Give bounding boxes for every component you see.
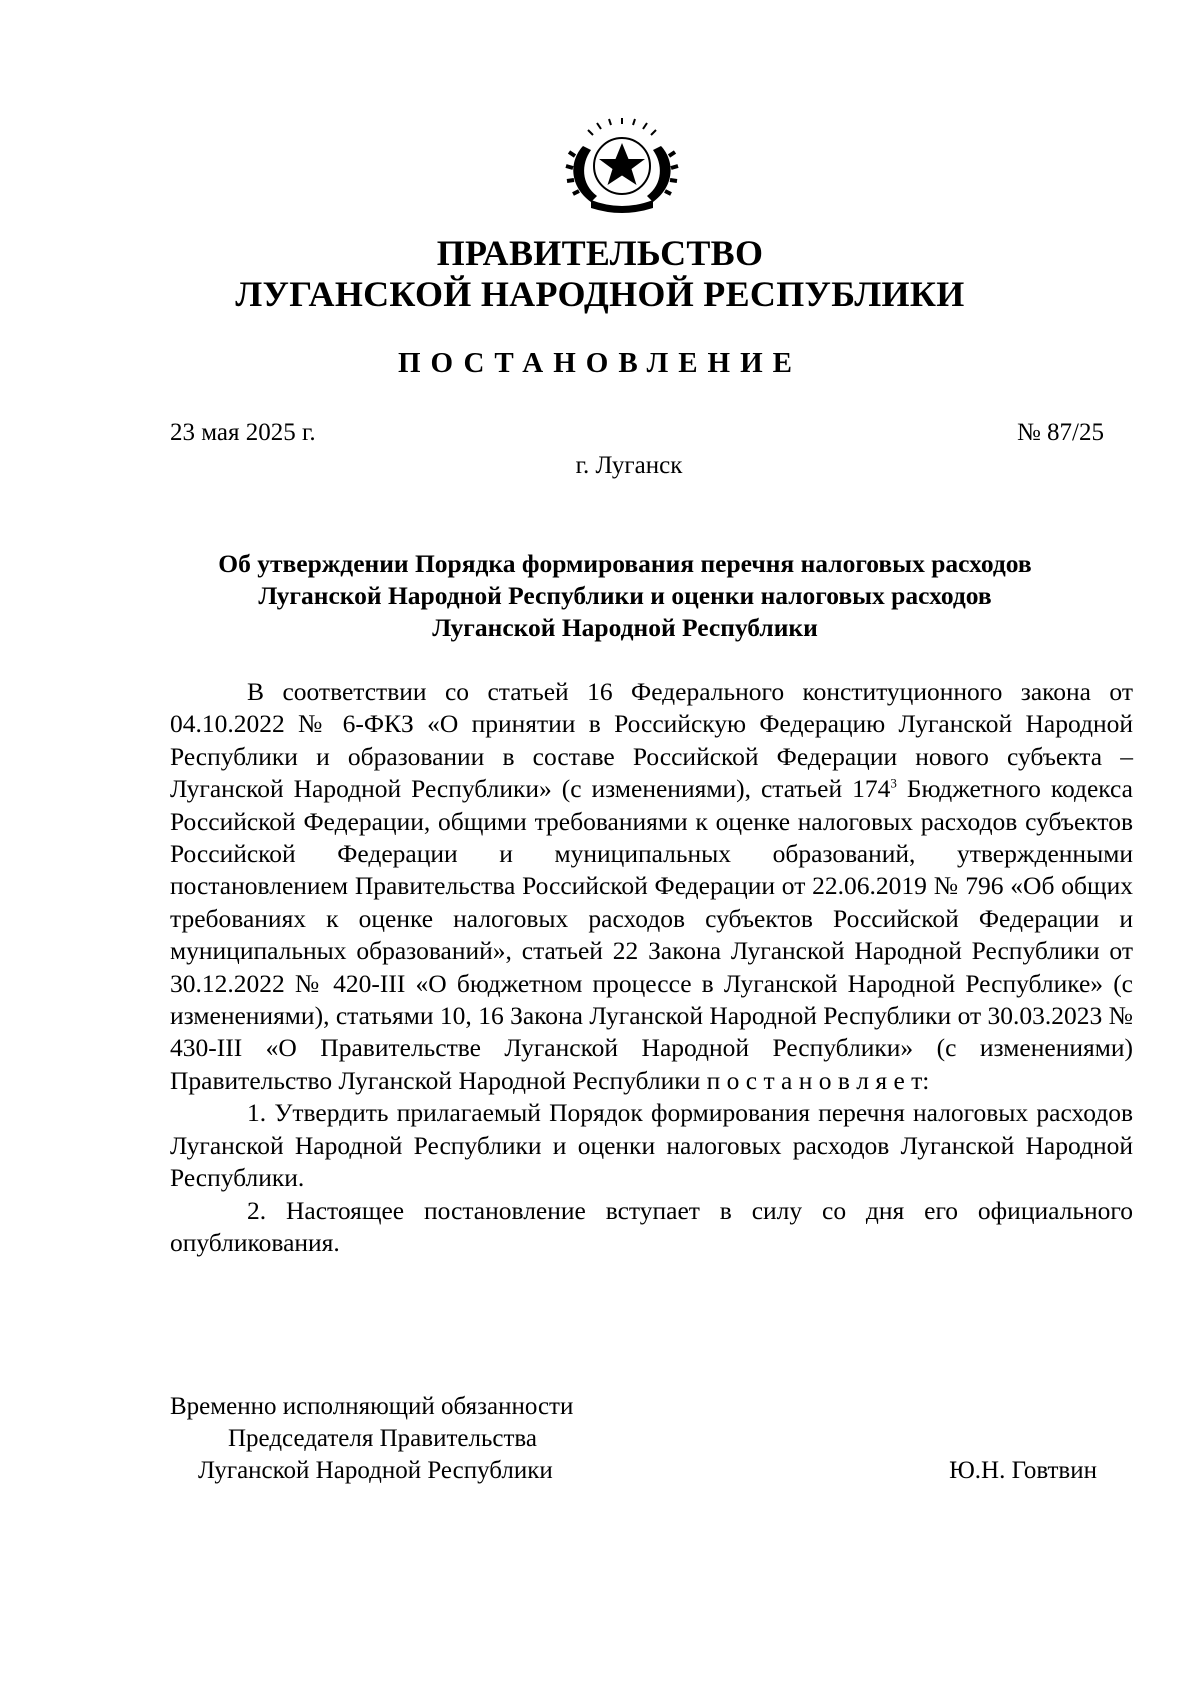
item-2: 2. Настоящее постановление вступает в силу со дня его официального опубликования. <box>170 1195 1133 1257</box>
coat-of-arms-icon <box>561 116 683 216</box>
signatory-position-line3: Луганской Народной Республики <box>198 1457 553 1484</box>
document-body <box>170 676 1133 1259</box>
document-city: г. Луганск <box>575 452 683 479</box>
document-number: № 87/25 <box>1016 419 1104 446</box>
preamble-superscript: 3 <box>890 775 897 791</box>
preamble-paragraph <box>170 676 1133 1097</box>
heading-line3: Луганской Народной Республики <box>432 613 818 642</box>
heading-line1: Об утверждении Порядка формирования перечня налоговых расходов <box>218 549 1032 578</box>
resolves-word: п о с т а н о в л я е т: <box>706 1065 930 1095</box>
document-date: 23 мая 2025 г. <box>170 419 316 446</box>
government-title-line2: ЛУГАНСКОЙ НАРОДНОЙ РЕСПУБЛИКИ <box>235 274 965 314</box>
government-title-line1: ПРАВИТЕЛЬСТВО <box>436 233 764 273</box>
signatory-position-line2: Председателя Правительства <box>228 1425 537 1452</box>
preamble-text-b: Бюджетного кодекса Российской Федерации, общими требованиями к оценке налоговых расходов субъектов Российской Федерации и муниципальных образований, утвержденными постановлением Правительства Российской Федерации от 22.06.2019 № 796 «Об общих требованиях к оценке налоговых расходов субъектов Российской Федерации и муниципальных образований», статьей 22 Закона Луганской Народной Республики от 30.12.2022 № 420-III «О бюджетном процессе в Луганской Народной Республике» (с изменениями), статьями 10, 16 Закона Луганской Народной Республики от 30.03.2023 № 430-III «О Правительстве Луганской Народной Республики» (с изменениями) Правительство Луганской Народной Республики <box>170 774 1133 1095</box>
signatory-position-line1: Временно исполняющий обязанности <box>170 1393 574 1420</box>
preamble-text-a: В соответствии со статьей 16 Федерального конституционного закона от 04.10.2022 № 6-ФКЗ «О принятии в Российскую Федерацию Луганской Народной Республики и образовании в составе Российской Федерации нового субъекта – Луганской Народной Республики» (с изменениями), статьей 174 <box>170 677 1133 804</box>
document-heading <box>120 548 1130 644</box>
item-1: 1. Утвердить прилагаемый Порядок формирования перечня налоговых расходов Луганской Народной Республики и оценки налоговых расходов Луганской Народной Республики. <box>170 1098 1133 1193</box>
document-type: ПОСТАНОВЛЕНИЕ <box>397 347 802 379</box>
signatory-name: Ю.Н. Говтвин <box>949 1457 1097 1484</box>
heading-line2: Луганской Народной Республики и оценки налоговых расходов <box>258 581 992 610</box>
